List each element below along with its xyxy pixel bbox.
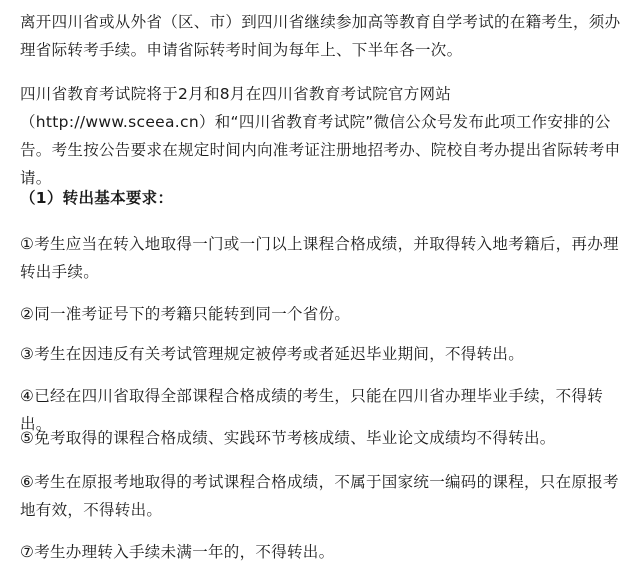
requirement-item-2: ②同一准考证号下的考籍只能转到同一个省份。 xyxy=(20,305,351,323)
requirement-item-4: ④已经在四川省取得全部课程合格成绩的考生，只能在四川省办理毕业手续，不得转出。 xyxy=(20,387,603,433)
requirement-item-1: ①考生应当在转入地取得一门或一门以上课程合格成绩，并取得转入地考籍后，再办理转出手续。 xyxy=(20,235,619,281)
intro-paragraph-2: 四川省教育考试院将于2月和8月在四川省教育考试院官方网站（http://www.sceea.cn）和“四川省教育考试院”微信公众号发布此项工作安排的公告。考生按公告要求在规定时间内向准考证注册地招考办、院校自考办提出省际转考申请。 xyxy=(20,85,621,187)
intro-paragraph-1: 离开四川省或从外省（区、市）到四川省继续参加高等教育自学考试的在籍考生，须办理省际转考手续。申请省际转考时间为每年上、下半年各一次。 xyxy=(20,13,621,59)
requirement-item-3: ③考生在因违反有关考试管理规定被停考或者延迟毕业期间，不得转出。 xyxy=(20,345,524,363)
requirement-item-7: ⑦考生办理转入手续未满一年的，不得转出。 xyxy=(20,543,335,561)
section-heading: （1）转出基本要求： xyxy=(20,189,174,207)
requirement-item-6: ⑥考生在原报考地取得的考试课程合格成绩，不属于国家统一编码的课程，只在原报考地有效，不得转出。 xyxy=(20,473,619,519)
requirement-item-5: ⑤免考取得的课程合格成绩、实践环节考核成绩、毕业论文成绩均不得转出。 xyxy=(20,429,556,447)
